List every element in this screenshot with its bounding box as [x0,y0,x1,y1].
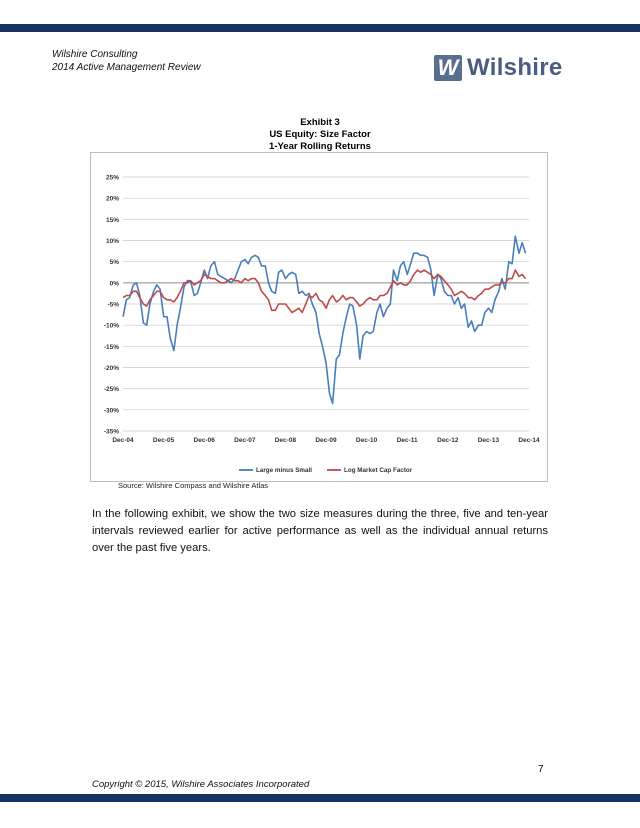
y-tick-label: 5% [109,259,119,267]
exhibit-subtitle: 1-Year Rolling Returns [269,141,371,152]
chart-frame [90,152,548,482]
source-note: Source: Wilshire Compass and Wilshire Atlas [118,481,269,490]
y-tick-labels [104,175,119,436]
logo-wordmark: Wilshire [467,54,563,81]
x-tick-label: Dec-04 [112,437,134,444]
y-tick-label: 15% [105,216,119,224]
y-tick-label: -30% [103,407,119,415]
x-tick-label: Dec-14 [518,437,540,444]
y-tick-label: 25% [105,174,119,182]
x-tick-label: Dec-12 [437,437,459,444]
report-title: 2014 Active Management Review [52,62,201,73]
x-tick-labels [112,437,540,444]
x-tick-label: Dec-05 [152,437,175,444]
gridlines [123,177,529,431]
y-tick-label: -25% [103,386,119,394]
x-tick-label: Dec-06 [193,437,215,444]
body-paragraph: In the following exhibit, we show the two size measures during the three, five and ten-year intervals reviewed earlier for active performance as well as the individual annual returns over the past five years. [92,508,548,554]
document-header [52,48,201,74]
y-tick-label: -35% [103,428,119,436]
y-tick-label: 0% [109,280,119,288]
company-name: Wilshire Consulting [52,49,138,60]
x-tick-label: Dec-10 [355,437,378,444]
y-tick-label: -20% [103,365,119,372]
legend [239,467,413,474]
y-tick-label: 20% [105,195,119,203]
header-bar [0,24,640,32]
x-tick-label: Dec-07 [234,437,256,444]
x-tick-label: Dec-13 [477,437,500,444]
legend-label: Log Market Cap Factor [344,467,413,474]
x-tick-label: Dec-09 [315,437,337,444]
footer-bar [0,794,640,802]
exhibit-number: Exhibit 3 [300,117,340,128]
copyright-notice: Copyright © 2015, Wilshire Associates Incorporated [92,779,310,790]
y-tick-label: -15% [103,343,119,351]
page-number: 7 [538,764,544,775]
exhibit-title: US Equity: Size Factor [269,129,371,140]
size-factor-chart [91,153,547,481]
y-tick-label: 10% [105,238,119,245]
x-tick-label: Dec-11 [396,437,418,444]
y-tick-label: -10% [103,322,119,330]
legend-label: Large minus Small [256,467,312,474]
y-tick-label: -5% [107,301,119,309]
x-tick-label: Dec-08 [274,437,297,444]
wilshire-logo [434,51,563,85]
logo-mark: W [434,55,462,81]
